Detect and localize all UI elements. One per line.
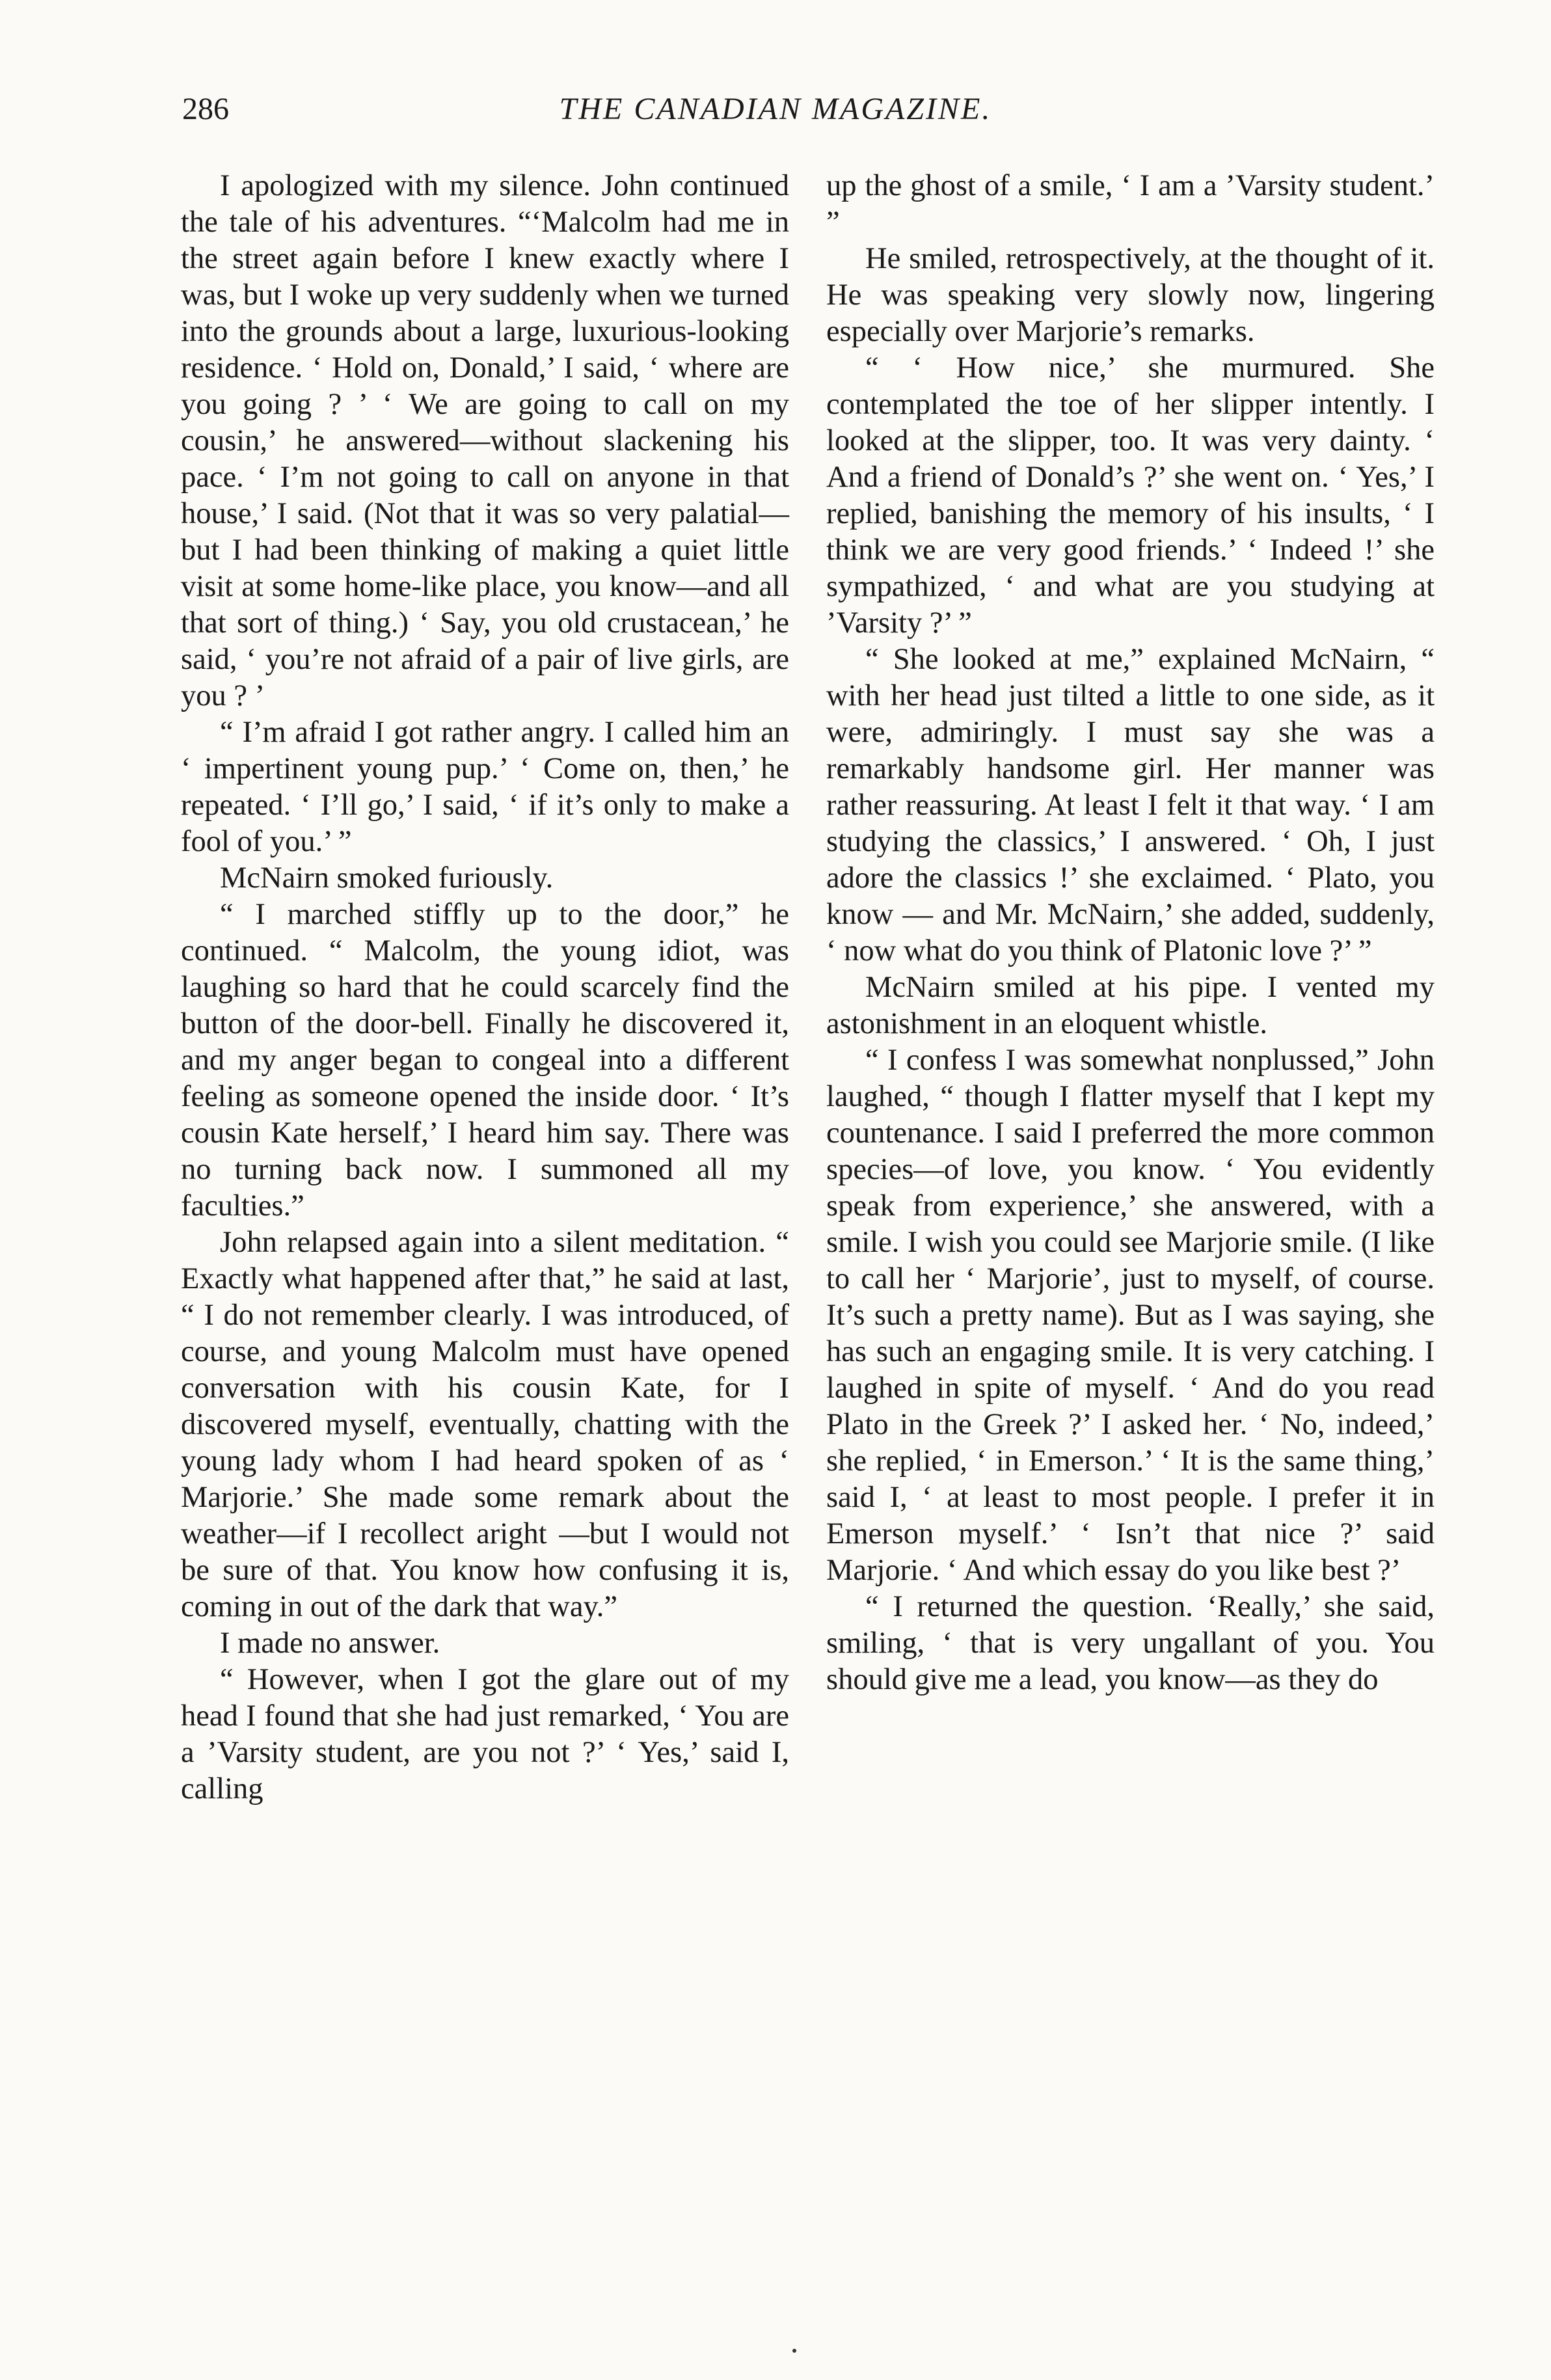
- page-number: 286: [182, 92, 229, 126]
- ink-speck: [792, 2349, 796, 2353]
- left-column: [181, 168, 789, 1807]
- paragraph: “ ‘ How nice,’ she murmured. She contemplated the toe of her slipper intently. I looked at the slipper, too. It was very dainty. ‘ And a friend of Donald’s ?’ she went on. ‘ Yes,’ I replied, banishing the memory of his insults, ‘ I think we are very good friends.’ ‘ Indeed !’ she sympathized, ‘ and what are you studying at ’Varsity ?’ ”: [826, 351, 1435, 640]
- paragraph: I made no answer.: [220, 1627, 440, 1660]
- paragraph: I apologized with my silence. John continued the tale of his adventures. “‘Malcolm had me in the street again before I knew exactly where I was, but I woke up very suddenly when we turned into the grounds about a large, luxurious-looking residence. ‘ Hold on, Donald,’ I said, ‘ where are you going ? ’ ‘ We are going to call on my cousin,’ he answered—without slackening his pace. ‘ I’m not going to call on anyone in that house,’ I said. (Not that it was so very palatial—but I had been thinking of making a quiet little visit at some home-like place, you know—and all that sort of thing.) ‘ Say, you old crustacean,’ he said, ‘ you’re not afraid of a pair of live girls, are you ? ’: [181, 169, 789, 712]
- paragraph: McNairn smiled at his pipe. I vented my astonishment in an eloquent whistle.: [826, 971, 1435, 1040]
- paragraph: “ I marched stiffly up to the door,” he continued. “ Malcolm, the young idiot, was laughing so hard that he could scarcely find the button of the door-bell. Finally he discovered it, and my anger began to congeal into a different feeling as someone opened the inside door. ‘ It’s cousin Kate herself,’ I heard him say. There was no turning back now. I summoned all my faculties.”: [181, 898, 789, 1223]
- right-column: [826, 168, 1435, 1698]
- paragraph: “ I’m afraid I got rather angry. I called him an ‘ impertinent young pup.’ ‘ Come on, then,’ he repeated. ‘ I’ll go,’ I said, ‘ if it’s only to make a fool of you.’ ”: [181, 716, 789, 858]
- paragraph: McNairn smoked furiously.: [220, 861, 554, 895]
- paragraph: He smiled, retrospectively, at the thought of it. He was speaking very slowly now, lingering especially over Marjorie’s remarks.: [826, 242, 1435, 348]
- paragraph-continuation: up the ghost of a smile, ‘ I am a ’Varsity student.’ ”: [826, 169, 1435, 239]
- paragraph: “ I confess I was somewhat nonplussed,” John laughed, “ though I flatter myself that I kept my countenance. I said I preferred the more common species—of love, you know. ‘ You evidently speak from experience,’ she answered, with a smile. I wish you could see Marjorie smile. (I like to call her ‘ Marjorie’, just to myself, of course. It’s such a pretty name). But as I was saying, she has such an engaging smile. It is very catching. I laughed in spite of myself. ‘ And do you read Plato in the Greek ?’ I asked her. ‘ No, indeed,’ she replied, ‘ in Emerson.’ ‘ It is the same thing,’ said I, ‘ at least to most people. I prefer it in Emerson myself.’ ‘ Isn’t that nice ?’ said Marjorie. ‘ And which essay do you like best ?’: [826, 1044, 1435, 1587]
- paragraph: “ She looked at me,” explained McNairn, “ with her head just tilted a little to one side, as it were, admiringly. I must say she was a remarkably handsome girl. Her manner was rather reassuring. At least I felt it that way. ‘ I am studying the classics,’ I answered. ‘ Oh, I just adore the classics !’ she exclaimed. ‘ Plato, you know — and Mr. McNairn,’ she added, suddenly, ‘ now what do you think of Platonic love ?’ ”: [826, 643, 1435, 967]
- running-title: THE CANADIAN MAGAZINE.: [559, 92, 992, 126]
- paragraph: John relapsed again into a silent meditation. “ Exactly what happened after that,” he said at last, “ I do not remember clearly. I was introduced, of course, and young Malcolm must have opened conversation with his cousin Kate, for I discovered myself, eventually, chatting with the young lady whom I had heard spoken of as ‘ Marjorie.’ She made some remark about the weather—if I recollect aright —but I would not be sure of that. You know how confusing it is, coming in out of the dark that way.”: [181, 1226, 789, 1623]
- paragraph: “ However, when I got the glare out of my head I found that she had just remarked, ‘ You are a ’Varsity student, are you not ?’ ‘ Yes,’ said I, calling: [181, 1663, 789, 1805]
- paragraph: “ I returned the question. ‘Really,’ she said, smiling, ‘ that is very ungallant of you. You should give me a lead, you know—as they do: [826, 1590, 1435, 1696]
